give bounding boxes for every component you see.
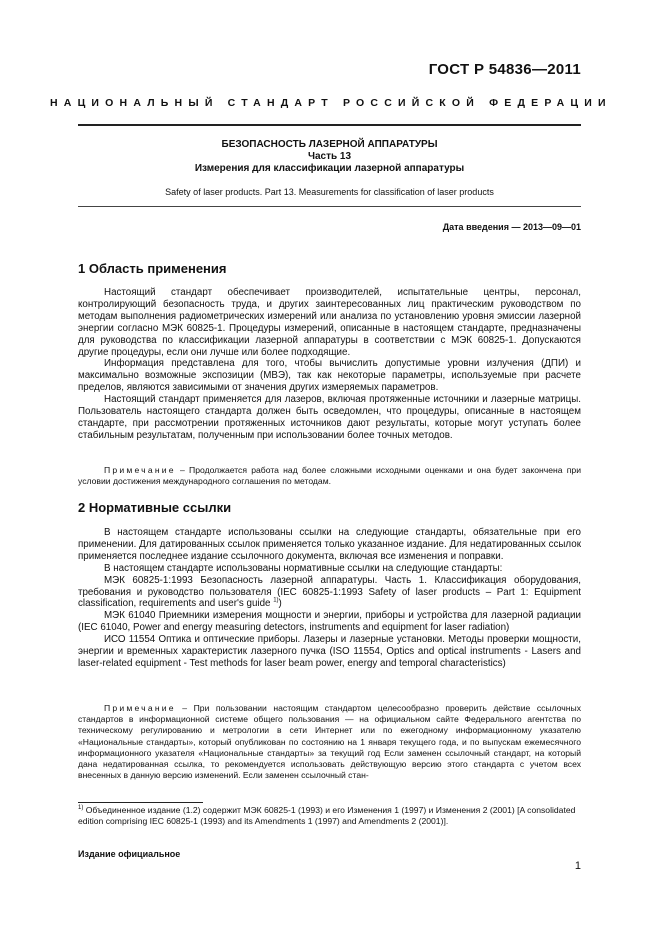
paragraph: Настоящий стандарт обеспечивает производителей, испытательные центры, персонал, контролирующий безопасность труда, и других заинтересованных лиц практическим руководством по методам выполнения радиометрических измерений или анализа по установлению уровня эмиссии лазерной энергии согласно МЭК 60825-1. Процедуры измерений, описанные в настоящем стандарте, предназначены для руководства по классификации лазерной аппаратуры в соответствии с МЭК 60825-1. Допускаются другие процедуры, если они лучше или более подходящие. <box>78 287 581 358</box>
paragraph: Информация представлена для того, чтобы вычислить допустимые уровни излучения (ДПИ) и максимально возможные экспозиции (МВЭ), так как некоторые параметры, используемые при расчете пределов, являются зависимыми от значения других измеряемых параметров. <box>78 358 581 394</box>
standard-number: ГОСТ Р 54836—2011 <box>428 61 581 78</box>
paragraph: Настоящий стандарт применяется для лазеров, включая протяженные источники и лазерные матрицы. Пользователь настоящего стандарта должен быть осведомлен, что процедуры, описанные в настоящем стандарте, при рассмотрении протяженных источников дают результаты, которые могут уступать более стабильным результатам, полученным при использовании более точных методов. <box>78 394 581 441</box>
title-line-2: Часть 13 <box>307 151 352 162</box>
title-divider <box>78 206 581 207</box>
national-standard-banner: НАЦИОНАЛЬНЫЙ СТАНДАРТ РОССИЙСКОЙ ФЕДЕРАЦИИ <box>50 97 612 109</box>
introduction-date: Дата введения — 2013—09—01 <box>442 222 581 232</box>
footnote <box>78 805 581 827</box>
official-edition-label: Издание официальное <box>78 849 181 859</box>
note-label: Примечание <box>104 703 176 713</box>
paragraph: МЭК 60825-1:1993 Безопасность лазерной аппаратуры. Часть 1. Классификация оборудования, требования и руководство пользователя (IEC 60825-1:1993 Safety of laser products – Part 1: Equipment classification, requirements and user's guide $^{1)}$) <box>78 574 581 610</box>
title-line-3: Измерения для классификации лазерной аппаратуры <box>194 163 465 174</box>
footnote-divider <box>78 802 203 803</box>
section-2-body <box>78 527 581 670</box>
note-label: Примечание <box>104 465 176 475</box>
title-line-1: БЕЗОПАСНОСТЬ ЛАЗЕРНОЙ АППАРАТУРЫ <box>221 139 438 150</box>
footnote-text: Объединенное издание (1.2) содержит МЭК 60825-1 (1993) и его Изменения 1 (1997) и Изменения 2 (2001) [A consolidated edition comprising IEC 60825-1 (1993) and its Amendments 1 (1997) and Amendments 2 (2001)]. <box>78 805 576 826</box>
paragraph: ИСО 11554 Оптика и оптические приборы. Лазеры и лазерные установки. Методы проверки мощности, энергии и временных характеристик лазерного пучка (ISO 11554, Optics and optical instruments - Lasers and laser-related equipment - Test methods for laser beam power, energy and temporal characteristics) <box>78 634 581 669</box>
footnote-mark: 1) <box>78 805 84 812</box>
footnote-ref: 1) <box>273 598 279 605</box>
note-text: – Продолжается работа над более сложными исходными оценками и она будет закончена при условии достижения международного соглашения по методам. <box>78 465 581 487</box>
note-text: – При пользовании настоящим стандартом целесообразно проверить действие ссылочных стандартов в информационной системе общего пользования — на официальном сайте Федерального агентства по техническому регулированию и метрологии в сети Интернет или по ежегодному информационному указателю «Национальные стандарты», который опубликован по состоянию на 1 января текущего года, и по выпускам ежемесячного информационного указателя «Национальные стандарты» за текущий год Если заменен ссылочный стандарт, на который дана недатированная ссылка, то рекомендуется использовать действующую версию этого стандарта с учетом всех внесенных в данную версию изменений. Если заменен ссылочный стан- <box>78 703 581 781</box>
section-2-note <box>78 703 581 781</box>
paragraph: В настоящем стандарте использованы ссылки на следующие стандарты, обязательные при его применении. Для датированных ссылок применяется только указанное издание. Для недатированных ссылок применяется последнее издание ссылочного документа, включая все изменения и поправки. <box>78 527 581 562</box>
section-2-heading: 2 Нормативные ссылки <box>78 500 232 515</box>
section-1-heading: 1 Область применения <box>78 261 227 276</box>
section-1-body <box>78 287 581 442</box>
english-title: Safety of laser products. Part 13. Measurements for classification of laser products <box>165 187 494 197</box>
paragraph: В настоящем стандарте использованы нормативные ссылки на следующие стандарты: <box>104 562 503 574</box>
document-title <box>78 139 581 175</box>
section-1-note <box>78 465 581 487</box>
page-number: 1 <box>574 860 581 872</box>
top-divider <box>78 124 581 126</box>
paragraph: МЭК 61040 Приемники измерения мощности и энергии, приборы и устройства для лазерной радиации (IEC 61040, Power and energy measuring detectors, instruments and equipment for laser radiation) <box>78 610 581 634</box>
